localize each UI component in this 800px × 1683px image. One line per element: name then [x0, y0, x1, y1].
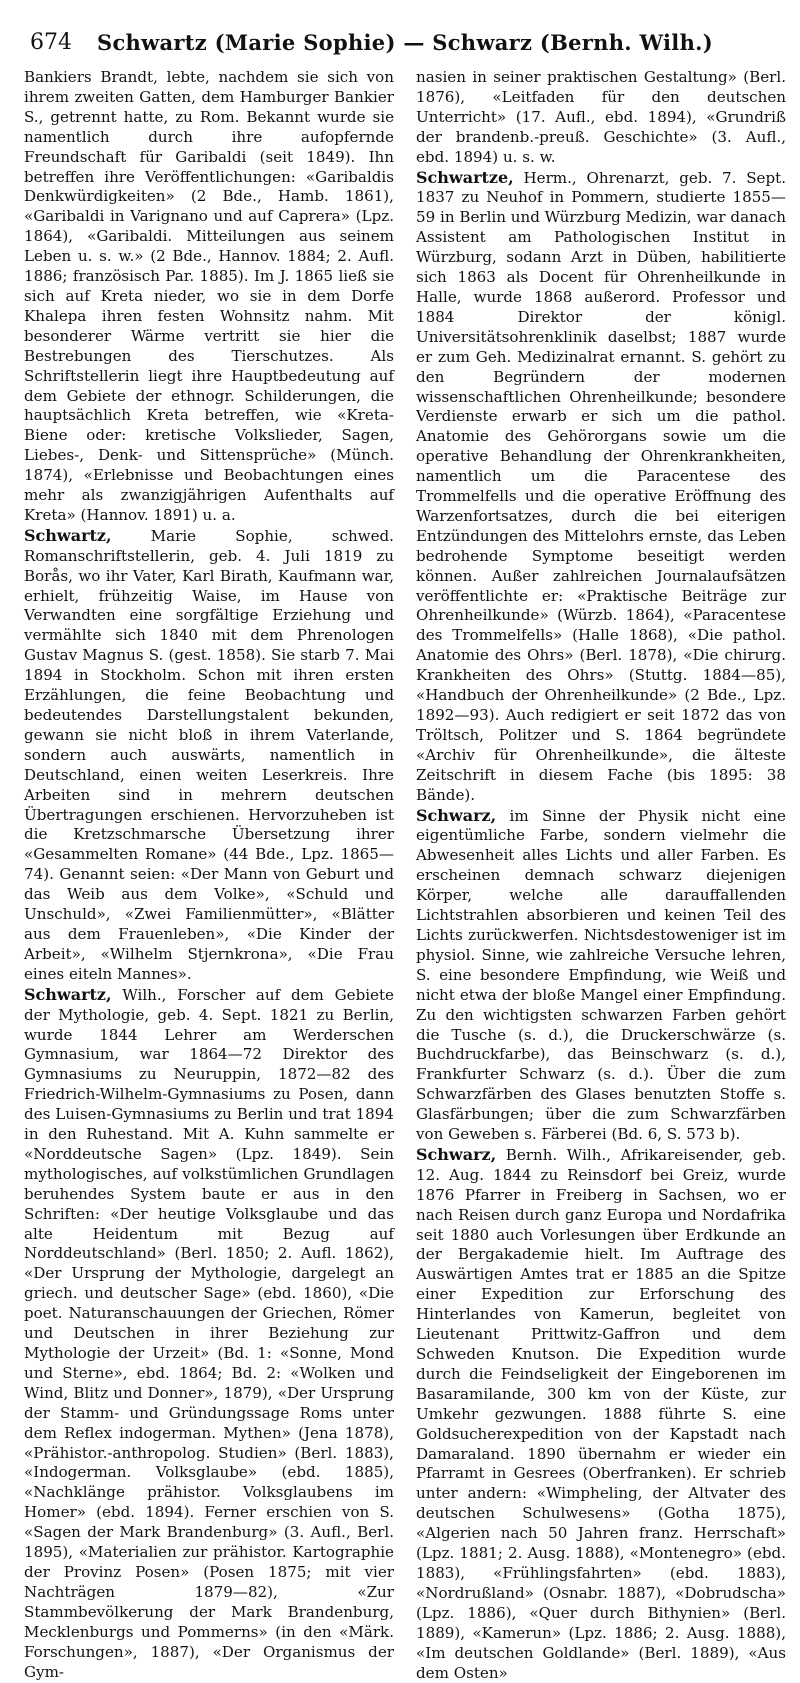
- continuation-text: nasien in seiner praktischen Gestaltung» (Berl. 1876), «Leitfaden für den deutschen Unterricht» (17. Aufl., ebd. 1894), «Grundriß der brandenb.-preuß. Geschichte» (3. Aufl., ebd. 1894) u. s. w.: [416, 68, 786, 166]
- entry-body: Marie Sophie, schwed. Romanschriftstellerin, geb. 4. Juli 1819 zu Borås, wo ihr Vater, Karl Birath, Kaufmann war, erhielt, frühzeitig Waise, im Hause von Verwandten eine sorgfältige Erziehung und vermählte sich 1840 mit dem Phrenologen Gustav Magnus S. (gest. 1858). Sie starb 7. Mai 1894 in Stockholm. Schon mit ihren ersten Erzählungen, die feine Beobachtung und bedeutendes Darstellungstalent bekunden, gewann sie nicht bloß in ihrem Vaterlande, sondern auch auswärts, namentlich in Deutschland, einen weiten Leserkreis. Ihre Arbeiten sind in mehrern deutschen Übertragungen erschienen. Hervorzuheben ist die Kretzschmarsche Übersetzung ihrer «Gesammelten Romane» (44 Bde., Lpz. 1865—74). Genannt seien: «Der Mann von Geburt und das Weib aus dem Volke», «Schuld und Unschuld», «Zwei Familienmütter», «Blätter aus dem Frauenleben», «Die Kinder der Arbeit», «Wilhelm Stjernkrona», «Die Frau eines eiteln Mannes».: [24, 526, 394, 983]
- entry-schwartz-marie-sophie: [24, 526, 394, 985]
- entry-headword: Schwartz,: [24, 525, 112, 545]
- entry-body: Wilh., Forscher auf dem Gebiete der Mythologie, geb. 4. Sept. 1821 zu Berlin, wurde 1844 Lehrer am Werderschen Gymnasium, war 1864—72 Direktor des Gymnasiums zu Neuruppin, 1872—82 des Friedrich-Wilhelm-Gymnasiums zu Posen, dann des Luisen-Gymnasiums zu Berlin und trat 1894 in den Ruhestand. Mit A. Kuhn sammelte er «Norddeutsche Sagen» (Lpz. 1849). Sein mythologisches, auf volkstümlichen Grundlagen beruhendes System baute er aus in den Schriften: «Der heutige Volksglaube und das alte Heidentum mit Bezug auf Norddeutschland» (Berl. 1850; 2. Aufl. 1862), «Der Ursprung der Mythologie, dargelegt an griech. und deutscher Sage» (ebd. 1860), «Die poet. Naturanschauungen der Griechen, Römer und Deutschen in ihrer Beziehung zur Mythologie der Urzeit» (Bd. 1: «Sonne, Mond und Sterne», ebd. 1864; Bd. 2: «Wolken und Wind, Blitz und Donner», 1879), «Der Ursprung der Stamm- und Gründungssage Roms unter dem Reflex indogerman. Mythen» (Jena 1878), «Prähistor.-anthropolog. Studien» (Berl. 1883), «Indogerman. Volksglaube» (ebd. 1885), «Nachklänge prähistor. Volksglaubens im Homer» (ebd. 1894). Ferner erschien von S. «Sagen der Mark Brandenburg» (3. Aufl., Berl. 1895), «Materialien zur prähistor. Kartographie der Provinz Posen» (Posen 1875; mit vier Nachträgen 1879—82), «Zur Stammbevölkerung der Mark Brandenburg, Mecklenburgs und Pommerns» (in den «Märk. Forschungen», 1887), «Der Organismus der Gym-: [24, 985, 394, 1681]
- entry-schwartze-herm: [416, 168, 786, 806]
- entry-body: im Sinne der Physik nicht eine eigentümliche Farbe, sondern vielmehr die Abwesenheit alles Lichts und aller Farben. Es erscheinen demnach schwarz diejenigen Körper, welche alle darauffallenden Lichtstrahlen absorbieren und keinen Teil des Lichts zurückwerfen. Nichtsdestoweniger ist im physiol. Sinne, wie zahlreiche Versuche lehren, S. eine besondere Empfindung, wie Weiß und nicht etwa der bloße Mangel einer Empfindung. Zu den wichtigsten schwarzen Farben gehört die Tusche (s. d.), die Druckerschwärze (s. Buchdruckfarbe), das Beinschwarz (s. d.), Frankfurter Schwarz (s. d.). Über die zum Schwarzfärben des Glases benutzten Stoffe s. Glasfärbungen; über die zum Schwarzfärben von Geweben s. Färberei (Bd. 6, S. 573 b).: [416, 806, 786, 1144]
- text-columns: [24, 68, 786, 1683]
- entry-schwarz-bernh-wilh: [416, 1145, 786, 1683]
- entry-body: Bernh. Wilh., Afrikareisender, geb. 12. Aug. 1844 zu Reinsdorf bei Greiz, wurde 1876 Pfarrer in Freiberg in Sachsen, wo er nach Reisen durch ganz Europa und Nordafrika seit 1880 auch Vorlesungen über Erdkunde an der Bergakademie hielt. Im Auftrage des Auswärtigen Amtes trat er 1885 an die Spitze einer Expedition zur Erforschung des Hinterlandes von Kamerun, begleitet von Lieutenant Prittwitz-Gaffron und dem Schweden Knutson. Die Expedition wurde durch die Feindseligkeit der Eingeborenen im Basaramilande, 300 km von der Küste, zur Umkehr gezwungen. 1888 führte S. eine Goldsucherexpedition von der Kapstadt nach Damaraland. 1890 übernahm er wieder ein Pfarramt in Gesrees (Oberfranken). Er schrieb unter andern: «Wimpheling, der Altvater des deutschen Schulwesens» (Gotha 1875), «Algerien nach 50 Jahren franz. Herrschaft» (Lpz. 1881; 2. Ausg. 1888), «Montenegro» (ebd. 1883), «Frühlingsfahrten» (ebd. 1883), «Nordrußland» (Osnabr. 1887), «Dobrudscha» (Lpz. 1886), «Quer durch Bithynien» (Berl. 1889), «Kamerun» (Lpz. 1886; 2. Ausg. 1888), «Im deutschen Goldlande» (Berl. 1889), «Aus dem Osten»: [416, 1145, 786, 1682]
- entry-headword: Schwartze,: [416, 167, 514, 187]
- entry-headword: Schwarz,: [416, 1144, 497, 1164]
- left-column: [24, 68, 394, 1683]
- running-head: Schwartz (Marie Sophie) — Schwarz (Bernh. Wilh.): [97, 30, 713, 55]
- entry-headword: Schwarz,: [416, 805, 497, 825]
- page-number: 674: [30, 30, 72, 55]
- entry-schwarz-physik: [416, 806, 786, 1145]
- entry-headword: Schwartz,: [24, 984, 112, 1004]
- continuation-text: Bankiers Brandt, lebte, nachdem sie sich von ihrem zweiten Gatten, dem Hamburger Bankier S., getrennt hatte, zu Rom. Bekannt wurde sie namentlich durch ihre aufopfernde Freundschaft für Garibaldi (seit 1849). Ihn betreffen ihre Veröffentlichungen: «Garibaldis Denkwürdigkeiten» (2 Bde., Hamb. 1861), «Garibaldi in Varignano und auf Caprera» (Lpz. 1864), «Garibaldi. Mitteilungen aus seinem Leben u. s. w.» (2 Bde., Hannov. 1884; 2. Aufl. 1886; französisch Par. 1885). Im J. 1865 ließ sie sich auf Kreta nieder, wo sie in dem Dorfe Khalepa ihren festen Wohnsitz nahm. Mit besonderer Wärme vertritt sie hier die Bestrebungen des Tierschutzes. Als Schriftstellerin liegt ihre Hauptbedeutung auf dem Gebiete der ethnogr. Schilderungen, die hauptsächlich Kreta betreffen, wie «Kreta-Biene oder: kretische Volkslieder, Sagen, Liebes-, Denk- und Sittensprüche» (Münch. 1874), «Erlebnisse und Beobachtungen eines mehr als zwanzigjährigen Aufenthalts auf Kreta» (Hannov. 1891) u. a.: [24, 68, 394, 524]
- page-header: [24, 18, 786, 58]
- entry-body: Herm., Ohrenarzt, geb. 7. Sept. 1837 zu Neuhof in Pommern, studierte 1855—59 in Berlin und Würzburg Medizin, war danach Assistent am Pathologischen Institut in Würzburg, sodann Arzt in Düben, habilitierte sich 1863 als Docent für Ohrenheilkunde in Halle, wurde 1868 außerord. Professor und 1884 Direktor der königl. Universitätsohrenklinik daselbst; 1887 wurde er zum Geh. Medizinalrat ernannt. S. gehört zu den Begründern der modernen wissenschaftlichen Ohrenheilkunde; besondere Verdienste erwarb er sich um die pathol. Anatomie des Gehörorgans sowie um die operative Behandlung der Ohrenkrankheiten, namentlich um die Paracentese des Trommelfells und die operative Eröffnung des Warzenfortsatzes, durch die bei eiterigen Entzündungen des Mittelohrs ernste, das Leben bedrohende Symptome beseitigt werden können. Außer zahlreichen Journalaufsätzen veröffentlichte er: «Praktische Beiträge zur Ohrenheilkunde» (Würzb. 1864), «Paracentese des Trommelfells» (Halle 1868), «Die pathol. Anatomie des Ohrs» (Berl. 1878), «Die chirurg. Krankheiten des Ohrs» (Stuttg. 1884—85), «Handbuch der Ohrenheilkunde» (2 Bde., Lpz. 1892—93). Auch redigiert er seit 1872 das von Tröltsch, Politzer und S. 1864 begründete «Archiv für Ohrenheilkunde», die älteste Zeitschrift in diesem Fache (bis 1895: 38 Bände).: [416, 168, 786, 804]
- right-column: [416, 68, 786, 1683]
- entry-schwartz-wilh: [24, 985, 394, 1683]
